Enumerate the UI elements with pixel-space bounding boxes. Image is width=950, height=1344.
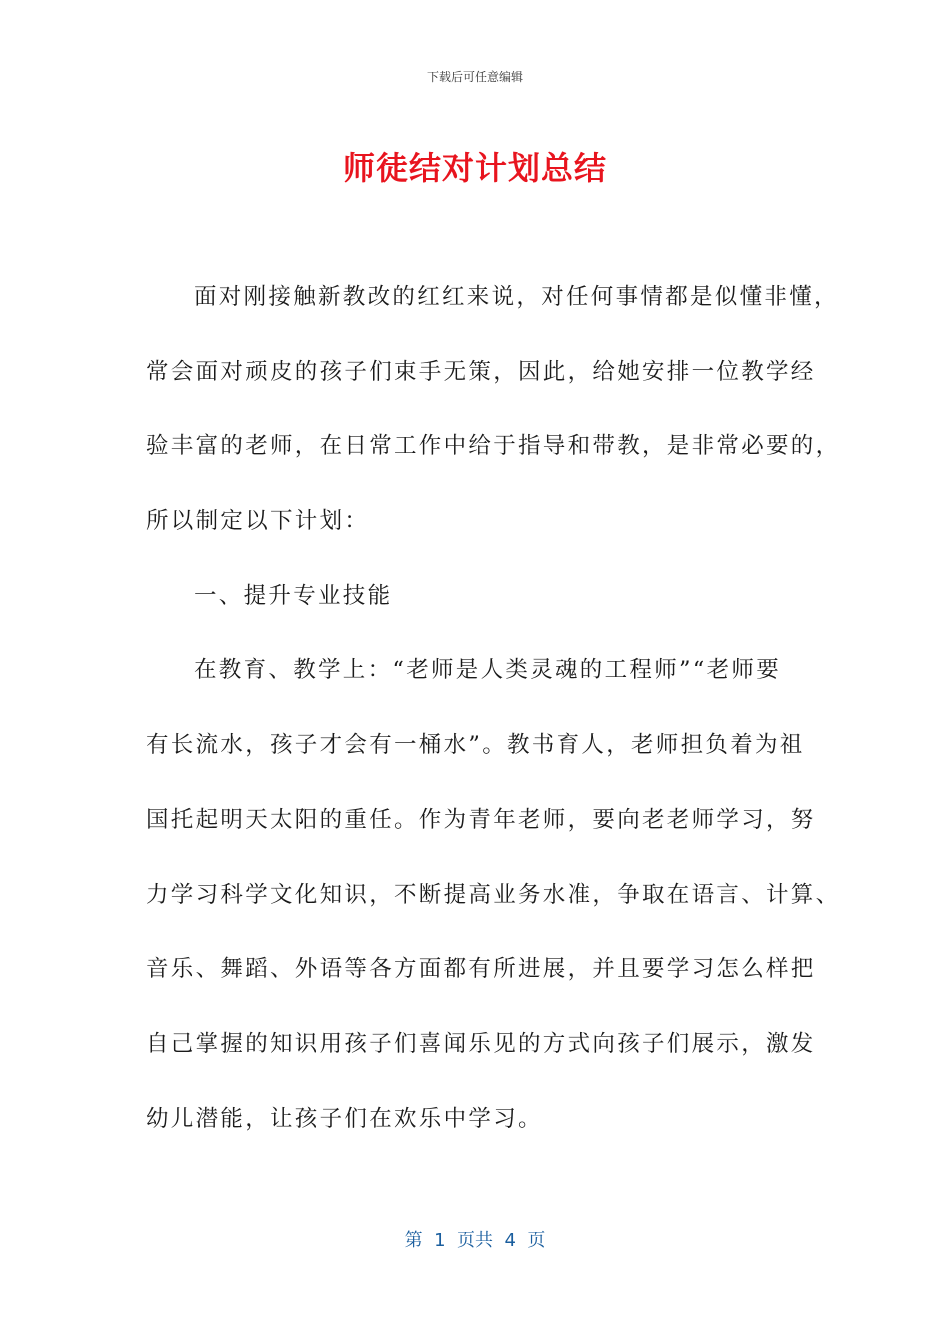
paragraph-line: 有长流水，孩子才会有一桶水”。教书育人，老师担负着为祖 [146, 732, 805, 759]
paragraph-line: 力学习科学文化知识，不断提高业务水准，争取在语言、计算、 [146, 881, 841, 908]
paragraph-line: 国托起明天太阳的重任。作为青年老师，要向老老师学习，努 [146, 806, 816, 833]
page-number: 第 1 页共 4 页 [404, 1230, 546, 1251]
paragraph-line: 验丰富的老师，在日常工作中给于指导和带教，是非常必要的， [146, 433, 841, 460]
paragraph-line: 音乐、舞蹈、外语等各方面都有所进展，并且要学习怎么样把 [146, 956, 816, 983]
paragraph-line: 常会面对顽皮的孩子们束手无策，因此，给她安排一位教学经 [146, 358, 816, 385]
paragraph-line: 面对刚接触新教改的红红来说，对任何事情都是似懂非懂， [194, 284, 839, 310]
document-title: 师徒结对计划总结 [342, 149, 607, 187]
paragraph-line: 幼儿潜能，让孩子们在欢乐中学习。 [146, 1105, 543, 1132]
paragraph-line: 在教育、教学上：“老师是人类灵魂的工程师”“老师要 [194, 657, 782, 684]
paragraph-line: 所以制定以下计划： [146, 508, 370, 535]
document-body [146, 275, 841, 1171]
paragraph-line: 自己掌握的知识用孩子们喜闻乐见的方式向孩子们展示，激发 [146, 1030, 816, 1057]
section-heading: 一、提升专业技能 [194, 582, 393, 609]
header-note: 下载后可任意编辑 [426, 70, 523, 84]
